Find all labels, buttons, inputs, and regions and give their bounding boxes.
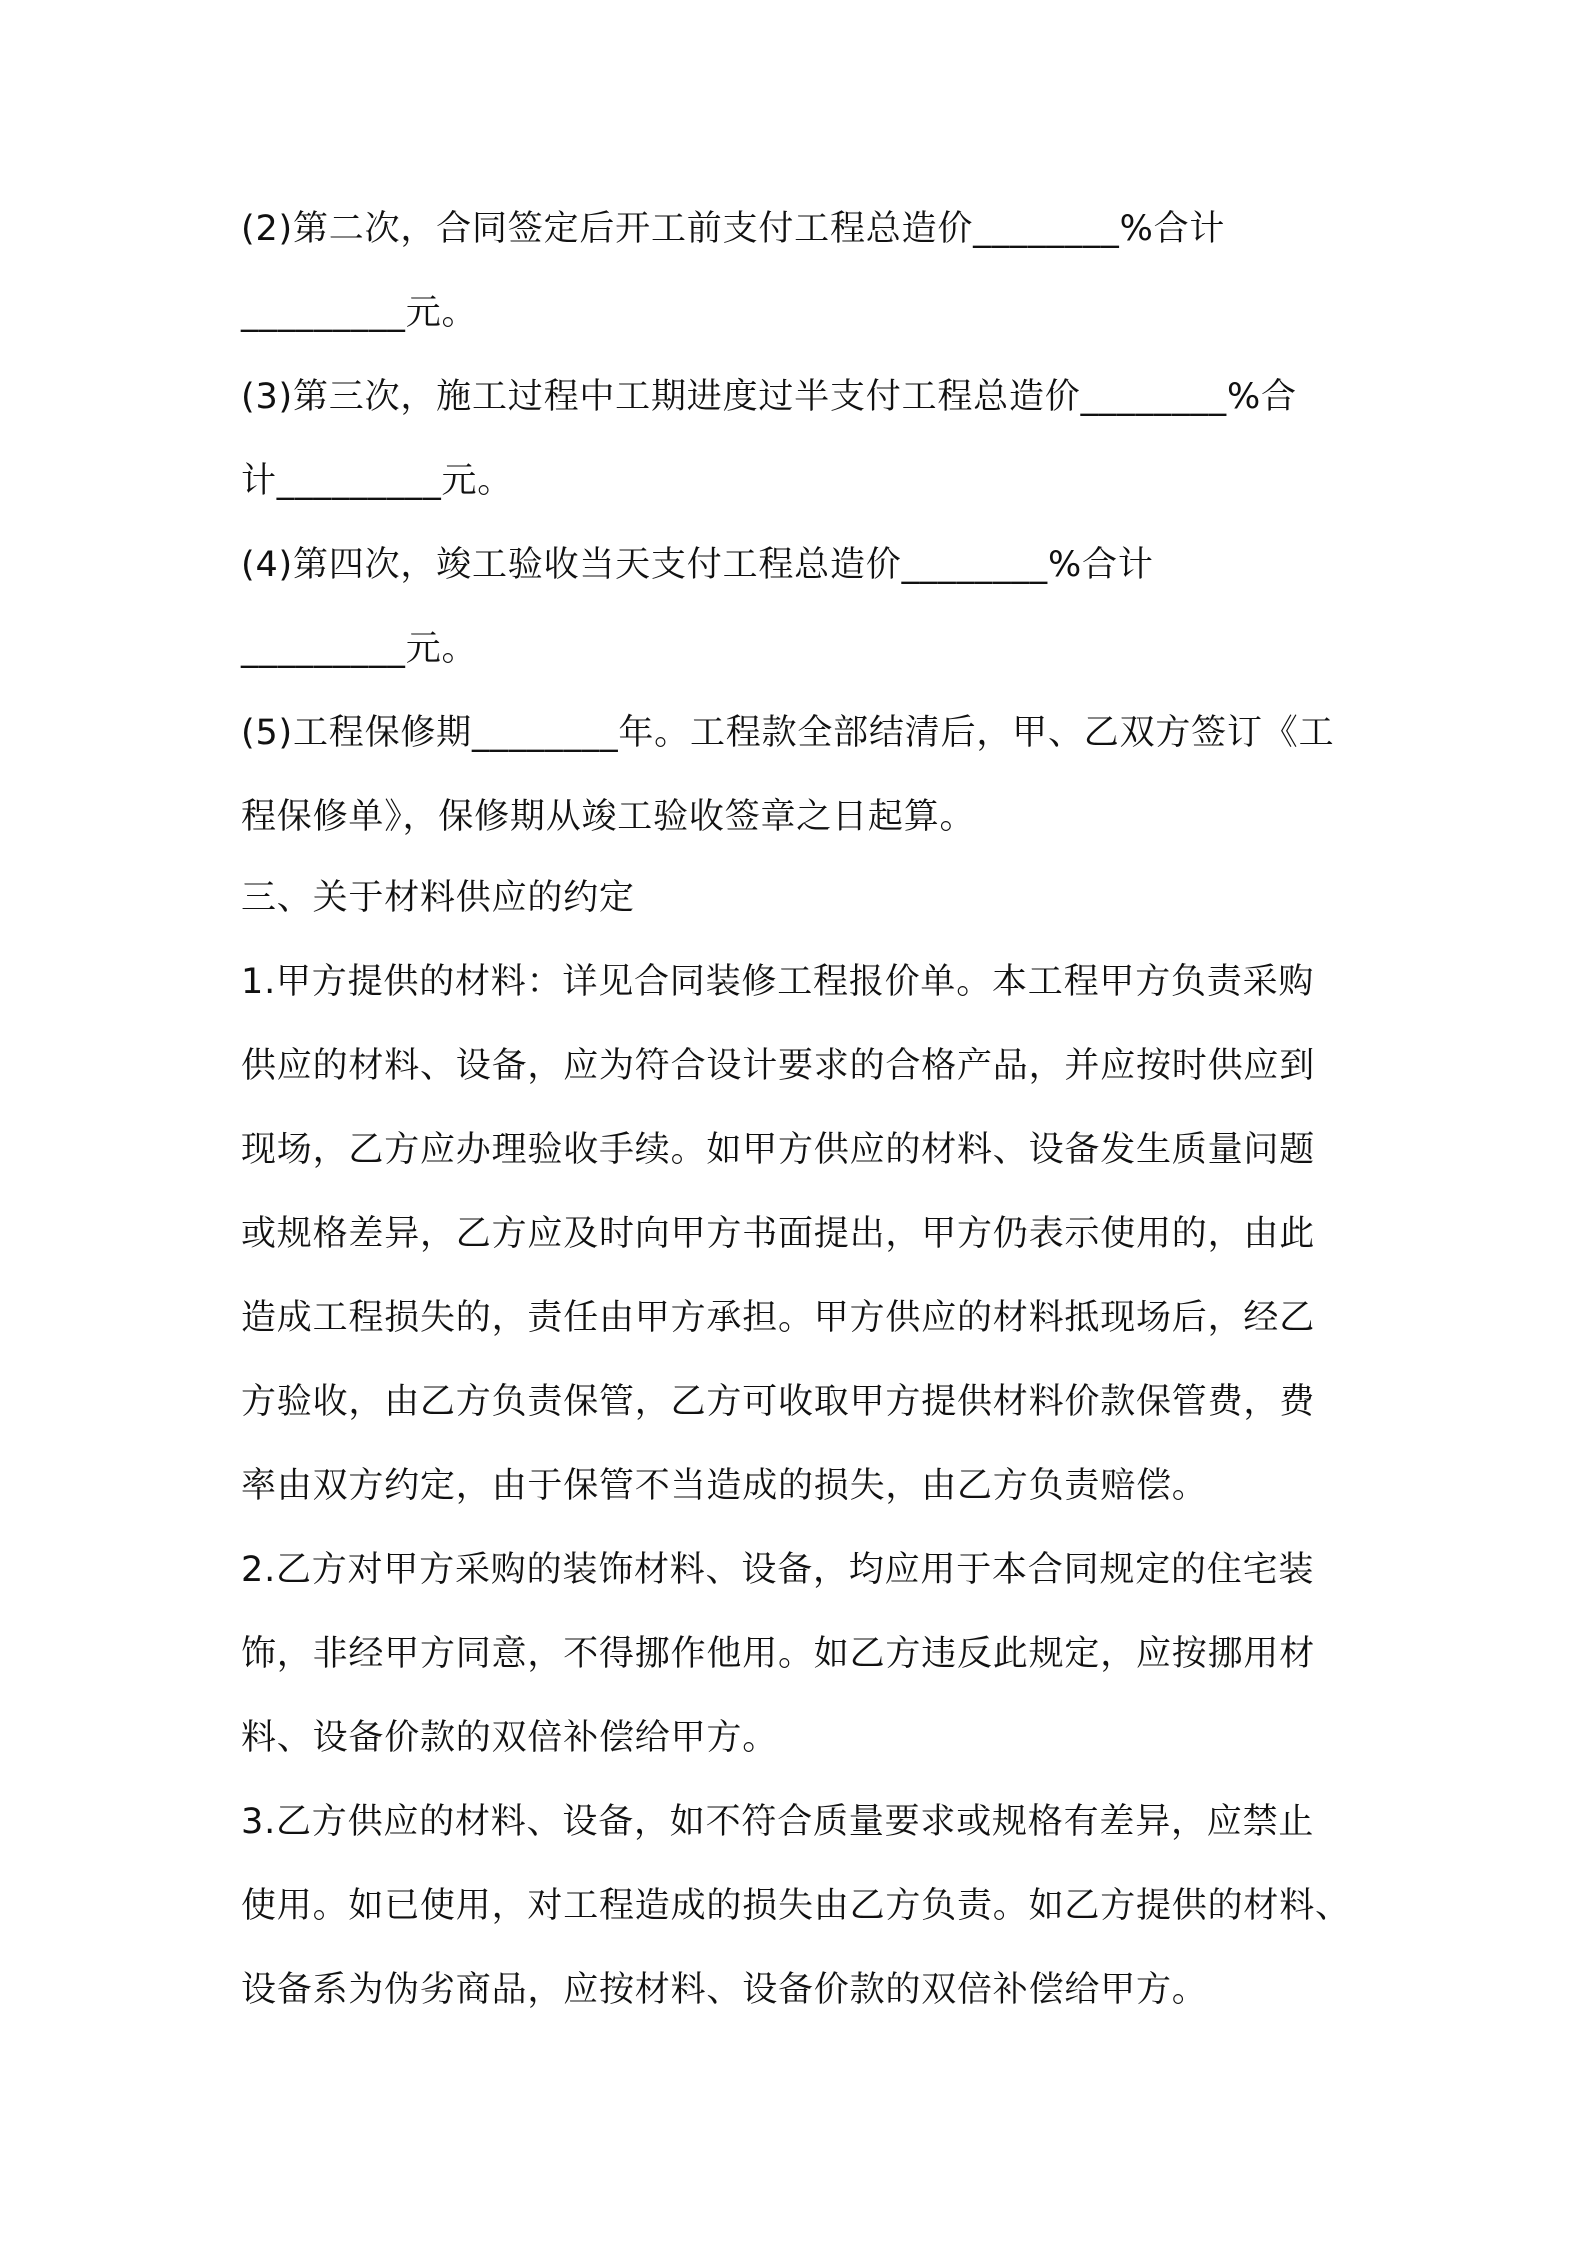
- text-line: 率由双方约定，由于保管不当造成的损失，由乙方负责赔偿。: [241, 1466, 1208, 1506]
- text-line: 现场，乙方应办理验收手续。如甲方供应的材料、设备发生质量问题: [241, 1130, 1316, 1170]
- section-heading: 三、关于材料供应的约定: [241, 878, 635, 918]
- text-line: _________元。: [241, 629, 478, 669]
- text-line: 设备系为伪劣商品，应按材料、设备价款的双倍补偿给甲方。: [241, 1970, 1208, 2010]
- text-line: 供应的材料、设备，应为符合设计要求的合格产品，并应按时供应到: [241, 1046, 1316, 1086]
- text-line: 造成工程损失的，责任由甲方承担。甲方供应的材料抵现场后，经乙: [241, 1298, 1316, 1338]
- text-line: 或规格差异，乙方应及时向甲方书面提出，甲方仍表示使用的，由此: [241, 1214, 1316, 1254]
- text-line: 计_________元。: [241, 461, 514, 501]
- text-line: (2)第二次，合同签定后开工前支付工程总造价________%合计: [241, 209, 1226, 249]
- text-line: _________元。: [241, 293, 478, 333]
- text-line: 1.甲方提供的材料：详见合同装修工程报价单。本工程甲方负责采购: [241, 962, 1315, 1002]
- text-line: (4)第四次，竣工验收当天支付工程总造价________%合计: [241, 545, 1154, 585]
- text-line: (3)第三次，施工过程中工期进度过半支付工程总造价________%合: [241, 377, 1297, 417]
- text-line: 饰，非经甲方同意，不得挪作他用。如乙方违反此规定，应按挪用材: [241, 1634, 1316, 1674]
- text-line: 方验收，由乙方负责保管，乙方可收取甲方提供材料价款保管费，费: [241, 1382, 1316, 1422]
- text-line: (5)工程保修期________年。工程款全部结清后，甲、乙双方签订《工: [241, 713, 1335, 753]
- text-line: 程保修单》，保修期从竣工验收签章之日起算。: [241, 797, 976, 837]
- text-line: 料、设备价款的双倍补偿给甲方。: [241, 1718, 779, 1758]
- text-line: 2.乙方对甲方采购的装饰材料、设备，均应用于本合同规定的住宅装: [241, 1550, 1315, 1590]
- text-line: 使用。如已使用，对工程造成的损失由乙方负责。如乙方提供的材料、: [241, 1886, 1351, 1926]
- text-line: 3.乙方供应的材料、设备，如不符合质量要求或规格有差异，应禁止: [241, 1802, 1315, 1842]
